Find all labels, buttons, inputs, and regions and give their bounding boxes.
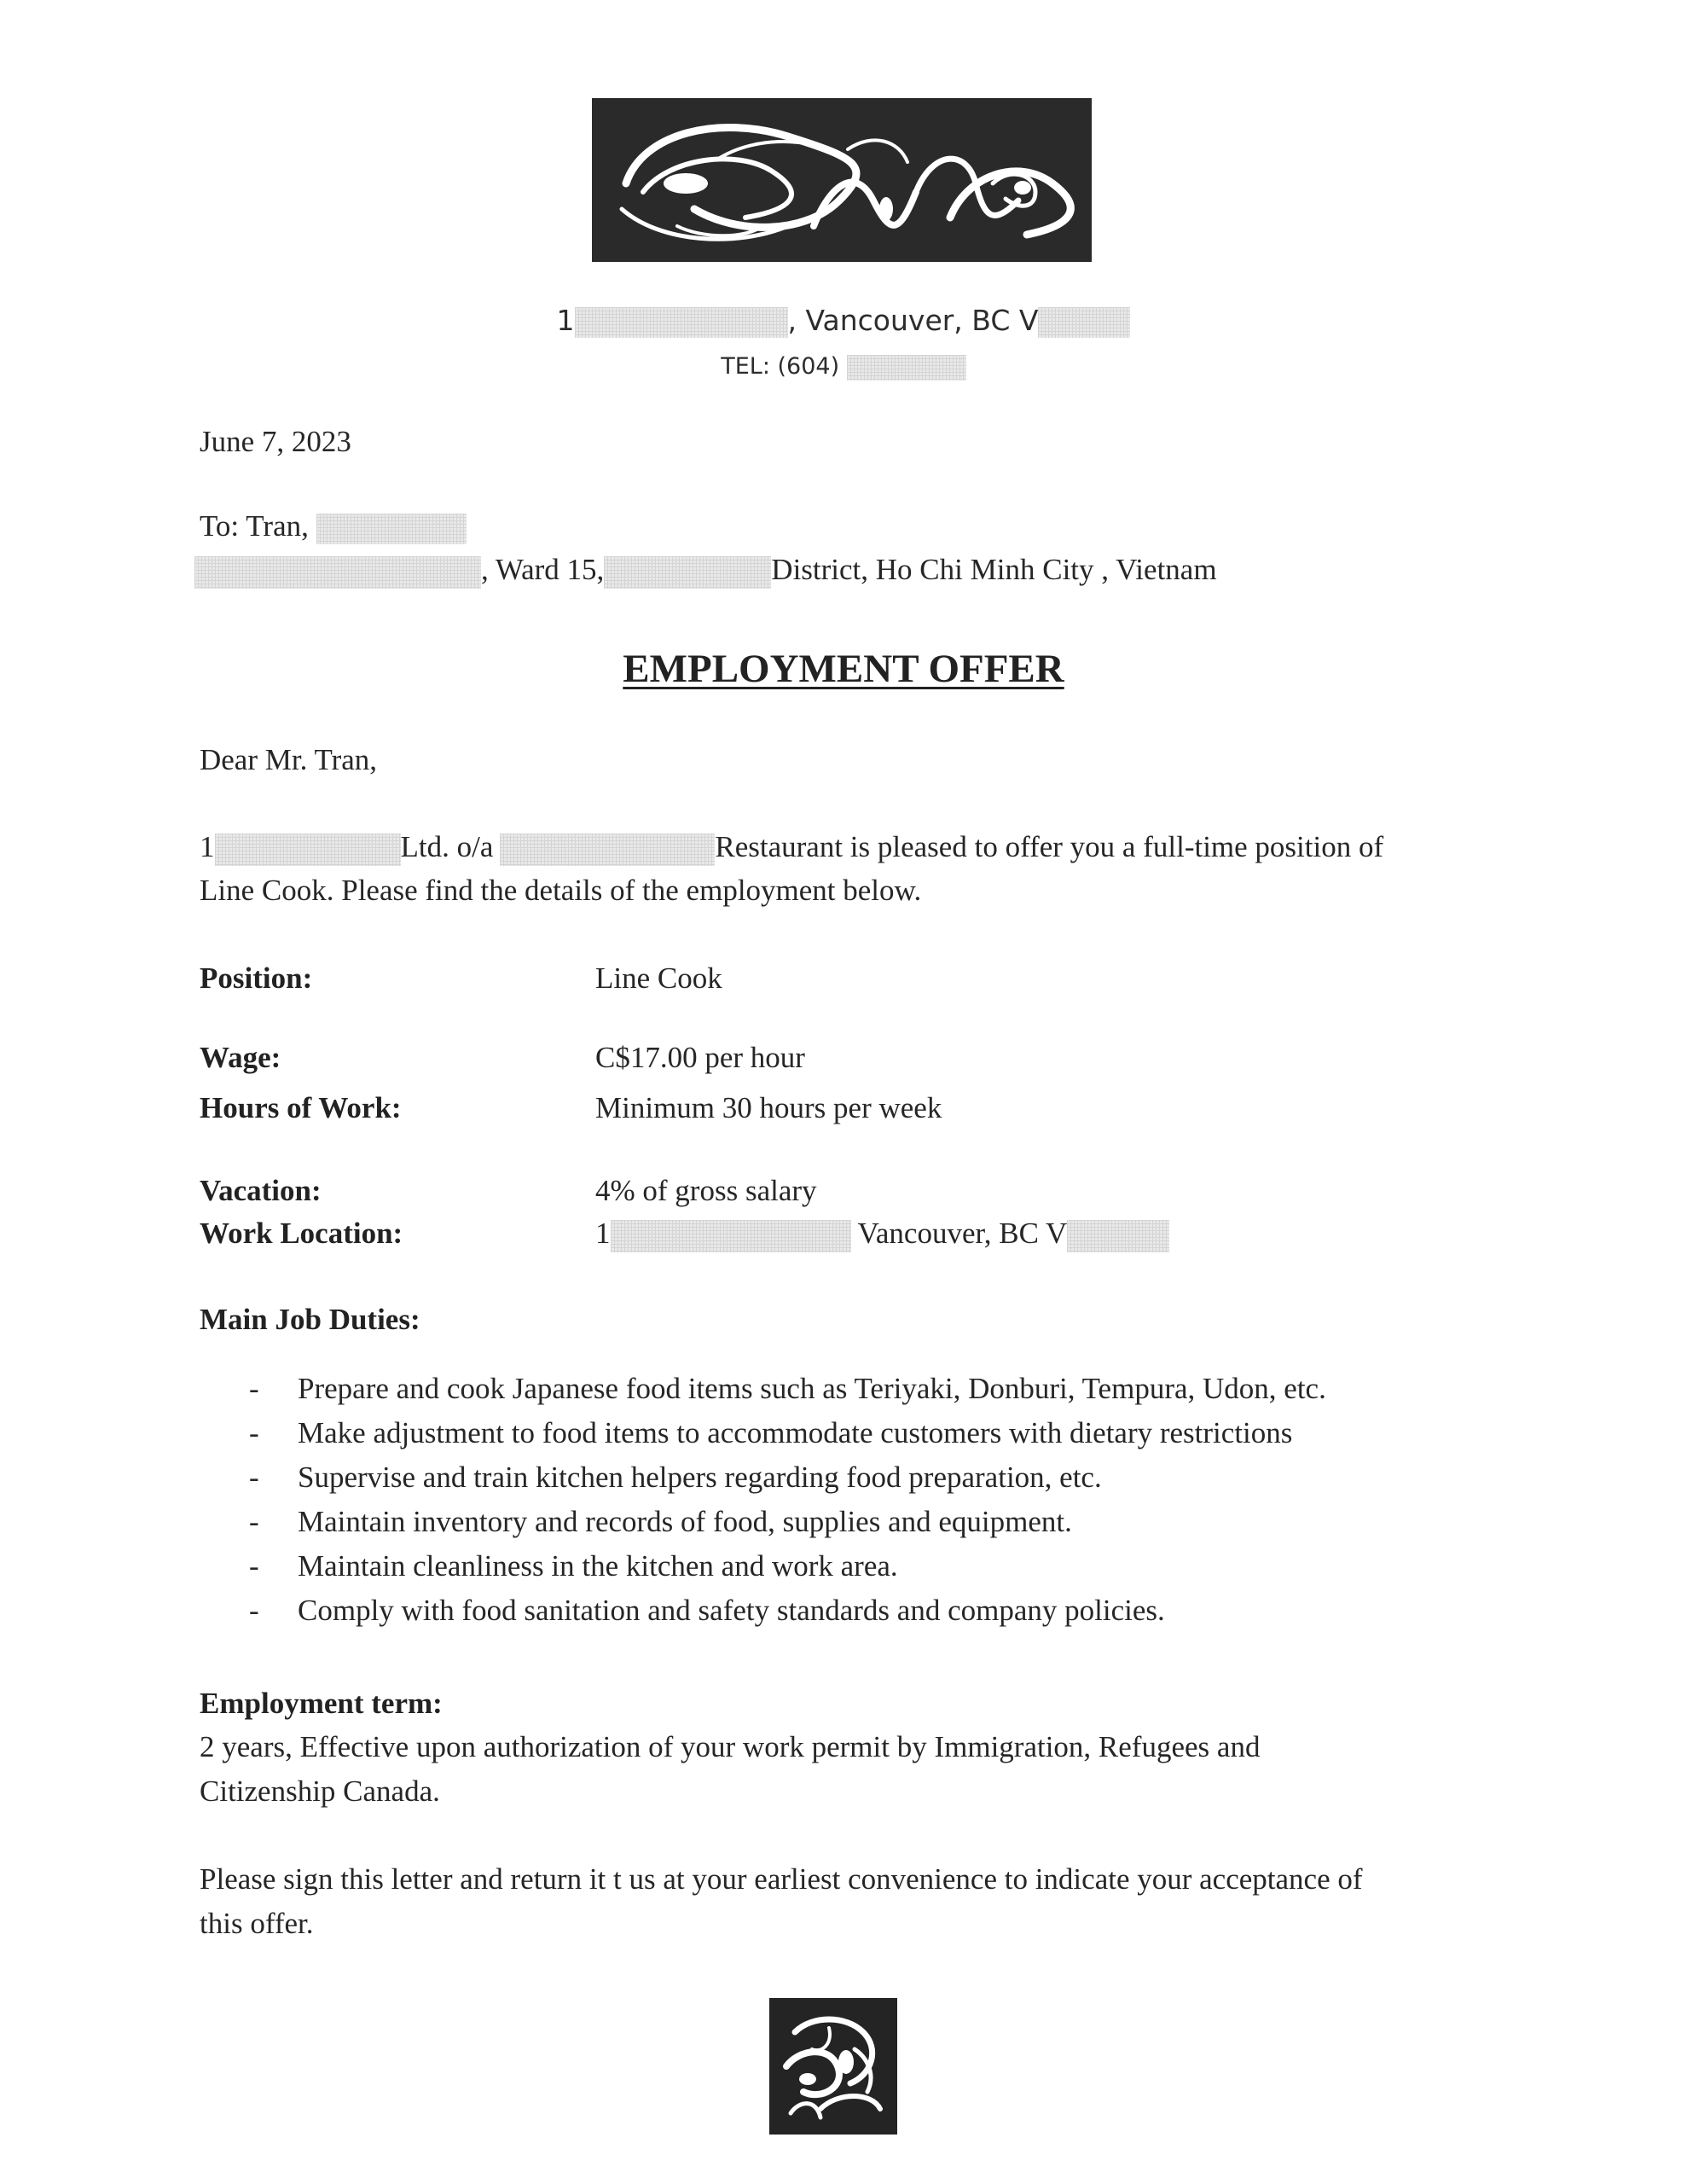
list-item: [200, 1549, 1326, 1594]
wage-label: Wage:: [200, 1041, 281, 1074]
intro-line-1: [200, 830, 1383, 866]
redacted-recipient-street: [194, 556, 481, 589]
position-value: Line Cook: [595, 961, 722, 995]
redacted-street: [575, 307, 788, 338]
letter-date: June 7, 2023: [200, 425, 351, 458]
wage-value: C$17.00 per hour: [595, 1041, 805, 1074]
term-heading: Employment term:: [200, 1687, 443, 1720]
document-title: EMPLOYMENT OFFER: [623, 647, 1064, 691]
bullet-dash: -: [249, 1549, 259, 1583]
letterhead-phone: [0, 353, 1687, 380]
intro-company-number: 1: [200, 830, 215, 863]
phone-label: TEL: (604): [721, 353, 840, 380]
seal-swirl-icon: [769, 1998, 897, 2135]
location-number: 1: [595, 1217, 611, 1250]
address-number: 1: [556, 304, 575, 337]
vacation-value: 4% of gross salary: [595, 1174, 817, 1207]
hours-value: Minimum 30 hours per week: [595, 1091, 942, 1124]
duty-text: Make adjustment to food items to accommodate customers with dietary restrictions: [298, 1416, 1293, 1449]
redacted-restaurant-name: [500, 834, 715, 866]
list-item: [200, 1505, 1326, 1549]
address-city: , Vancouver, BC V: [787, 304, 1039, 337]
duty-text: Supervise and train kitchen helpers regarding food preparation, etc.: [298, 1461, 1102, 1494]
redacted-phone: [847, 355, 966, 380]
recipient-to: To: Tran,: [200, 509, 309, 543]
redacted-location-postal: [1067, 1220, 1169, 1252]
hours-label: Hours of Work:: [200, 1091, 402, 1124]
intro-offer: Restaurant is pleased to offer you a full-time position of: [715, 830, 1384, 863]
recipient-ward: , Ward 15,: [481, 553, 605, 586]
letterhead-address: [0, 304, 1687, 338]
redacted-company-name: [215, 834, 401, 866]
duty-text: Maintain cleanliness in the kitchen and work area.: [298, 1549, 898, 1583]
recipient-address-line: [194, 553, 1217, 589]
logo-swirl-icon: [592, 98, 1092, 262]
duties-list: [200, 1372, 1326, 1638]
work-location-value: [595, 1217, 1169, 1252]
salutation: Dear Mr. Tran,: [200, 743, 378, 776]
list-item: [200, 1461, 1326, 1505]
duty-text: Maintain inventory and records of food, supplies and equipment.: [298, 1505, 1072, 1538]
list-item: [200, 1594, 1326, 1638]
bullet-dash: -: [249, 1461, 259, 1494]
company-logo: [592, 98, 1092, 262]
term-line-1: 2 years, Effective upon authorization of your work permit by Immigration, Refugees and: [200, 1730, 1261, 1763]
intro-line-2: Line Cook. Please find the details of the employment below.: [200, 874, 922, 907]
intro-ltd: Ltd. o/a: [400, 830, 494, 863]
work-location-label: Work Location:: [200, 1217, 403, 1250]
closing-line-1: Please sign this letter and return it t us at your earliest convenience to indicate your acceptance of: [200, 1862, 1363, 1896]
list-item: [200, 1372, 1326, 1416]
bullet-dash: -: [249, 1372, 259, 1405]
list-item: [200, 1416, 1326, 1461]
company-seal: [769, 1998, 897, 2135]
recipient-district: District, Ho Chi Minh City , Vietnam: [771, 553, 1217, 586]
redacted-postal-code: [1038, 307, 1130, 338]
duty-text: Comply with food sanitation and safety standards and company policies.: [298, 1594, 1165, 1627]
duties-heading: Main Job Duties:: [200, 1303, 420, 1336]
vacation-label: Vacation:: [200, 1174, 322, 1207]
redacted-recipient-name: [316, 514, 467, 544]
term-line-2: Citizenship Canada.: [200, 1774, 440, 1808]
redacted-recipient-district: [604, 556, 771, 589]
duty-text: Prepare and cook Japanese food items such as Teriyaki, Donburi, Tempura, Udon, etc.: [298, 1372, 1326, 1405]
redacted-location-street: [611, 1220, 851, 1252]
closing-line-2: this offer.: [200, 1907, 314, 1940]
position-label: Position:: [200, 961, 313, 995]
recipient-name-line: [200, 509, 467, 544]
bullet-dash: -: [249, 1416, 259, 1449]
location-city: Vancouver, BC V: [857, 1217, 1068, 1250]
bullet-dash: -: [249, 1505, 259, 1538]
bullet-dash: -: [249, 1594, 259, 1627]
